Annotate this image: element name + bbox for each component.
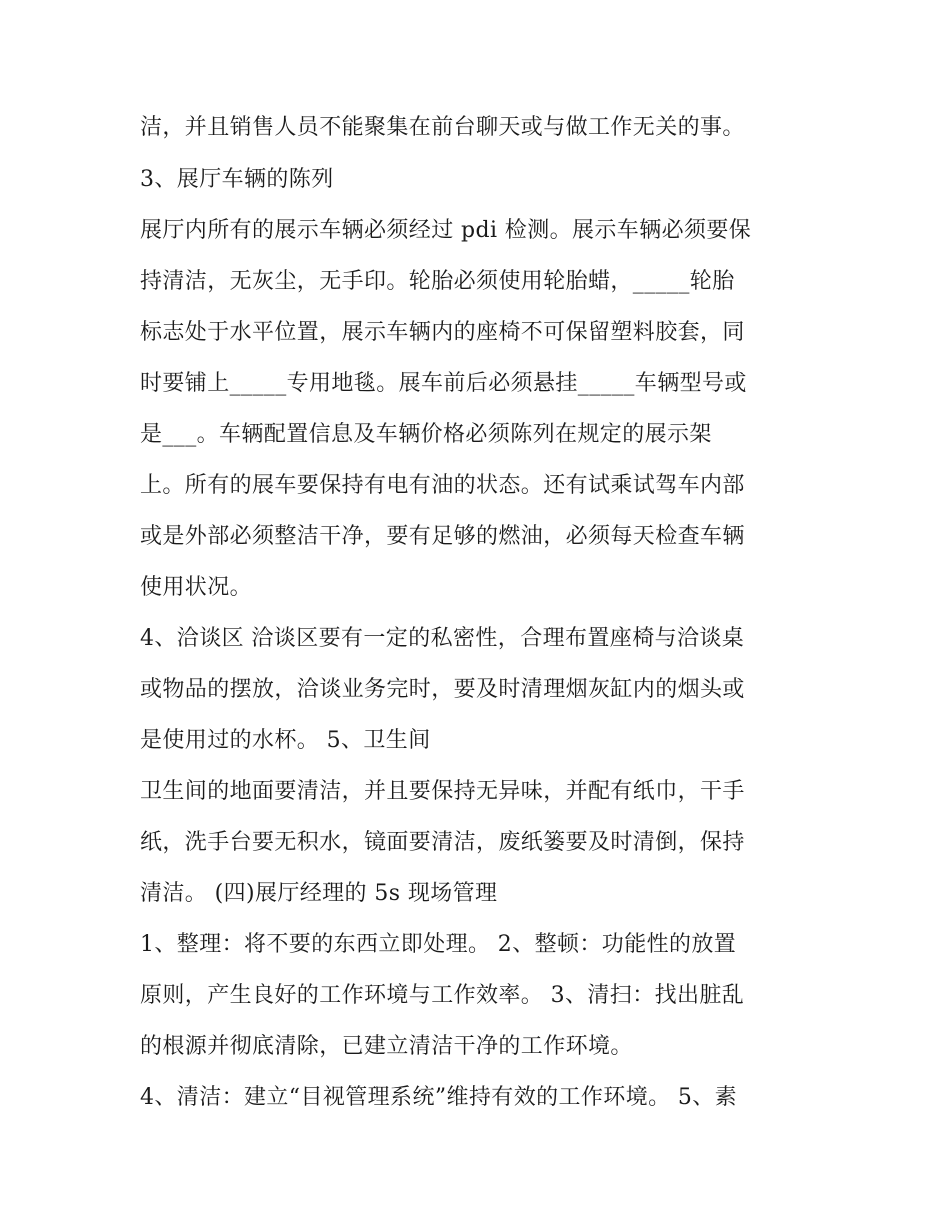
- text-line-17: 1、整理：将不要的东西立即处理。 2、整顿：功能性的放置: [140, 932, 737, 957]
- text-line-12: 或物品的摆放，洽谈业务完时，要及时清理烟灰缸内的烟头或: [140, 677, 745, 702]
- text-line-9: 或是外部必须整洁干净，要有足够的燃油，必须每天检查车辆: [140, 524, 745, 549]
- text-line-11: 4、洽谈区 洽谈区要有一定的私密性，合理布置座椅与洽谈桌: [140, 626, 745, 651]
- text-line-7: 是___。车辆配置信息及车辆价格必须陈列在规定的展示架: [140, 422, 712, 447]
- text-line-18: 原则，产生良好的工作环境与工作效率。 3、清扫：找出脏乱: [140, 983, 745, 1008]
- text-line-20: 4、清洁：建立“目视管理系统”维持有效的工作环境。 5、素: [140, 1085, 738, 1110]
- text-line-8: 上。所有的展车要保持有电有油的状态。还有试乘试驾车内部: [140, 473, 745, 498]
- text-line-2: 3、展厅车辆的陈列: [140, 167, 334, 192]
- text-line-5: 标志处于水平位置，展示车辆内的座椅不可保留塑料胶套，同: [140, 320, 745, 345]
- text-line-15: 纸，洗手台要无积水，镜面要清洁，废纸篓要及时清倒，保持: [140, 830, 745, 855]
- text-line-3: 展厅内所有的展示车辆必须经过 pdi 检测。展示车辆必须要保: [140, 218, 752, 243]
- text-line-19: 的根源并彻底清除，已建立清洁干净的工作环境。: [140, 1034, 633, 1059]
- text-line-13: 是使用过的水杯。 5、卫生间: [140, 728, 431, 753]
- text-line-10: 使用状况。: [140, 575, 253, 600]
- text-line-16: 清洁。 (四)展厅经理的 5s 现场管理: [140, 881, 498, 906]
- text-line-14: 卫生间的地面要清洁，并且要保持无异味，并配有纸巾，干手: [140, 779, 745, 804]
- text-line-1: 洁，并且销售人员不能聚集在前台聊天或与做工作无关的事。: [140, 115, 745, 140]
- text-line-4: 持清洁，无灰尘，无手印。轮胎必须使用轮胎蜡，_____轮胎: [140, 269, 735, 294]
- text-line-6: 时要铺上_____专用地毯。展车前后必须悬挂_____车辆型号或: [140, 371, 747, 396]
